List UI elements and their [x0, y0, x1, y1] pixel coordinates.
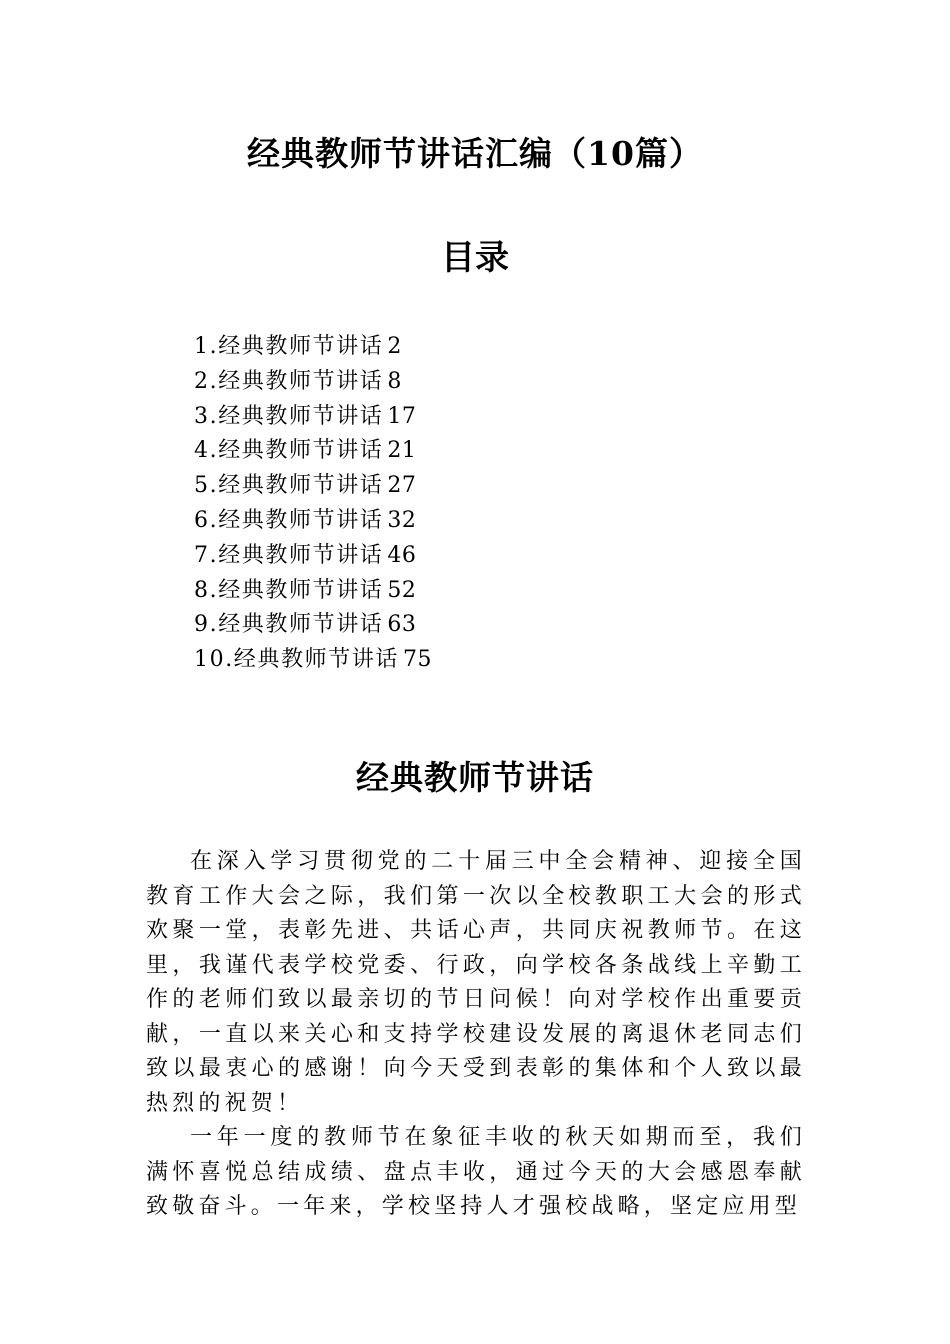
body-paragraph: 在深入学习贯彻党的二十届三中全会精神、迎接全国教育工作大会之际，我们第一次以全校教职工大会的形式欢聚一堂，表彰先进、共话心声，共同庆祝教师节。在这里，我谨代表学校党委、行政，向学校各条战线上辛勤工作的老师们致以最亲切的节日问候！向对学校作出重要贡献，一直以来关心和支持学校建设发展的离退休老同志们致以最衷心的感谢！向今天受到表彰的集体和个人致以最热烈的祝贺！ [146, 849, 806, 1116]
toc-item[interactable] [194, 469, 432, 504]
toc-item[interactable] [194, 365, 432, 400]
section-title: 经典教师节讲话 [356, 758, 594, 797]
toc-item-label: 7.经典教师节讲话 [194, 542, 384, 568]
toc-item-label: 10.经典教师节讲话 [194, 647, 399, 673]
toc-item[interactable] [194, 504, 432, 539]
toc-item[interactable] [194, 608, 432, 643]
toc-item-page: 21 [387, 438, 417, 464]
toc-item[interactable] [194, 434, 432, 469]
toc-item-page: 17 [387, 403, 417, 429]
document-title: 经典教师节讲话汇编（10篇） [247, 134, 703, 173]
toc-item-label: 9.经典教师节讲话 [194, 612, 384, 638]
toc-item-page: 75 [403, 647, 432, 673]
toc-item-label: 3.经典教师节讲话 [194, 403, 384, 429]
toc-item-label: 4.经典教师节讲话 [194, 438, 384, 464]
toc-item-label: 6.经典教师节讲话 [194, 507, 384, 533]
toc-item-page: 2 [387, 334, 402, 359]
toc-item-page: 46 [387, 542, 417, 568]
toc-item-label: 8.经典教师节讲话 [194, 577, 384, 603]
toc-item-label: 5.经典教师节讲话 [194, 473, 384, 499]
toc-item-page: 8 [387, 368, 402, 394]
toc-item-page: 32 [387, 507, 417, 533]
toc-item[interactable] [194, 330, 432, 365]
toc-item-label: 2.经典教师节讲话 [194, 368, 384, 394]
toc-item[interactable] [194, 643, 432, 678]
toc-item[interactable] [194, 539, 432, 574]
body-paragraph: 一年一度的教师节在象征丰收的秋天如期而至，我们满怀喜悦总结成绩、盘点丰收，通过今天的大会感恩奉献致敬奋斗。一年来，学校坚持人才强校战略，坚定应用型 [146, 1125, 806, 1219]
toc-heading: 目录 [441, 238, 509, 278]
toc-item-label: 1.经典教师节讲话 [194, 334, 384, 359]
toc-item[interactable] [194, 400, 432, 435]
toc-item-page: 63 [387, 612, 417, 638]
toc-item[interactable] [194, 574, 432, 609]
body-text [146, 845, 806, 1225]
toc-item-page: 27 [387, 473, 417, 499]
toc-item-page: 52 [387, 577, 417, 603]
table-of-contents [194, 330, 432, 678]
